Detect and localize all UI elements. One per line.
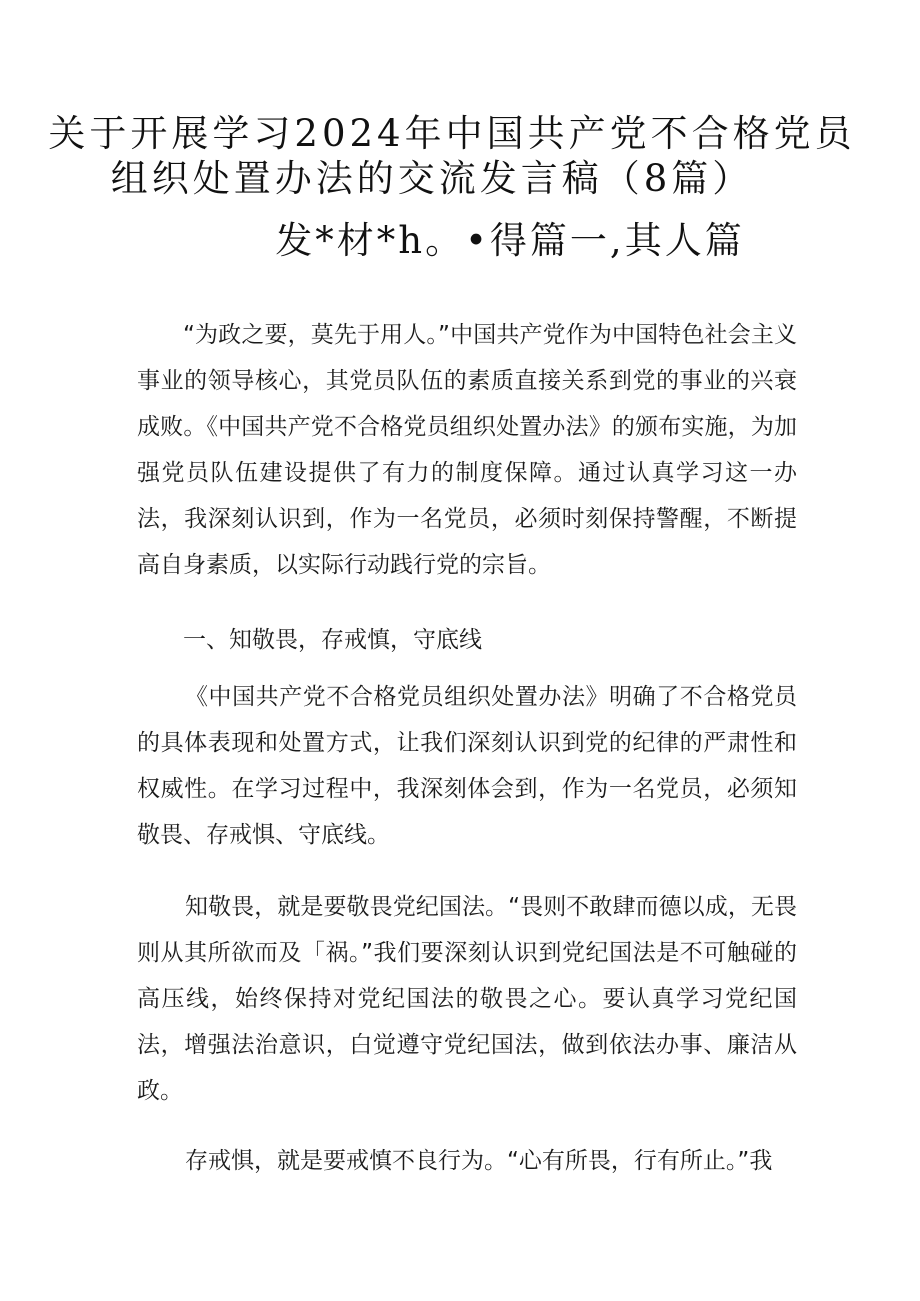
- body-paragraph-2: 《中国共产党不合格党员组织处置办法》明确了不合格党员的具体表现和处置方式，让我们深刻认识到党的纪律的严肃性和权威性。在学习过程中，我深刻体会到，作为一名党员，必须知敬畏、存戒惧、守底线。: [137, 684, 797, 848]
- document-title-line-1: 关于开展学习2024年中国共产党不合格党员: [48, 112, 856, 155]
- body-paragraph-1: “为政之要，莫先于用人。”中国共产党作为中国特色社会主义事业的领导核心，其党员队伍的素质直接关系到党的事业的兴衰成败。《中国共产党不合格党员组织处置办法》的颁布实施，为加强党员队伍建设提供了有力的制度保障。通过认真学习这一办法，我深刻认识到，作为一名党员，必须时刻保持警醒，不断提高自身素质，以实际行动践行党的宗旨。: [137, 322, 797, 578]
- section-subtitle: 发*材*h。•得篇一,其人篇: [275, 219, 745, 262]
- section-heading-1: 一、知敬畏，存戒慎，守底线: [183, 627, 482, 653]
- body-paragraph-4: 存戒惧，就是要戒慎不良行为。“心有所畏，行有所止。”我: [185, 1148, 773, 1174]
- document-title-line-2: 组织处置办法的交流发言稿（8篇）: [110, 157, 754, 200]
- body-paragraph-3: 知敬畏，就是要敬畏党纪国法。“畏则不敢肆而德以成，无畏则从其所欲而及「祸。”我们要深刻认识到党纪国法是不可触碰的高压线，始终保持对党纪国法的敬畏之心。要认真学习党纪国法，增强法治意识，白觉遵守党纪国法，做到依法办事、廉洁从政。: [137, 894, 797, 1104]
